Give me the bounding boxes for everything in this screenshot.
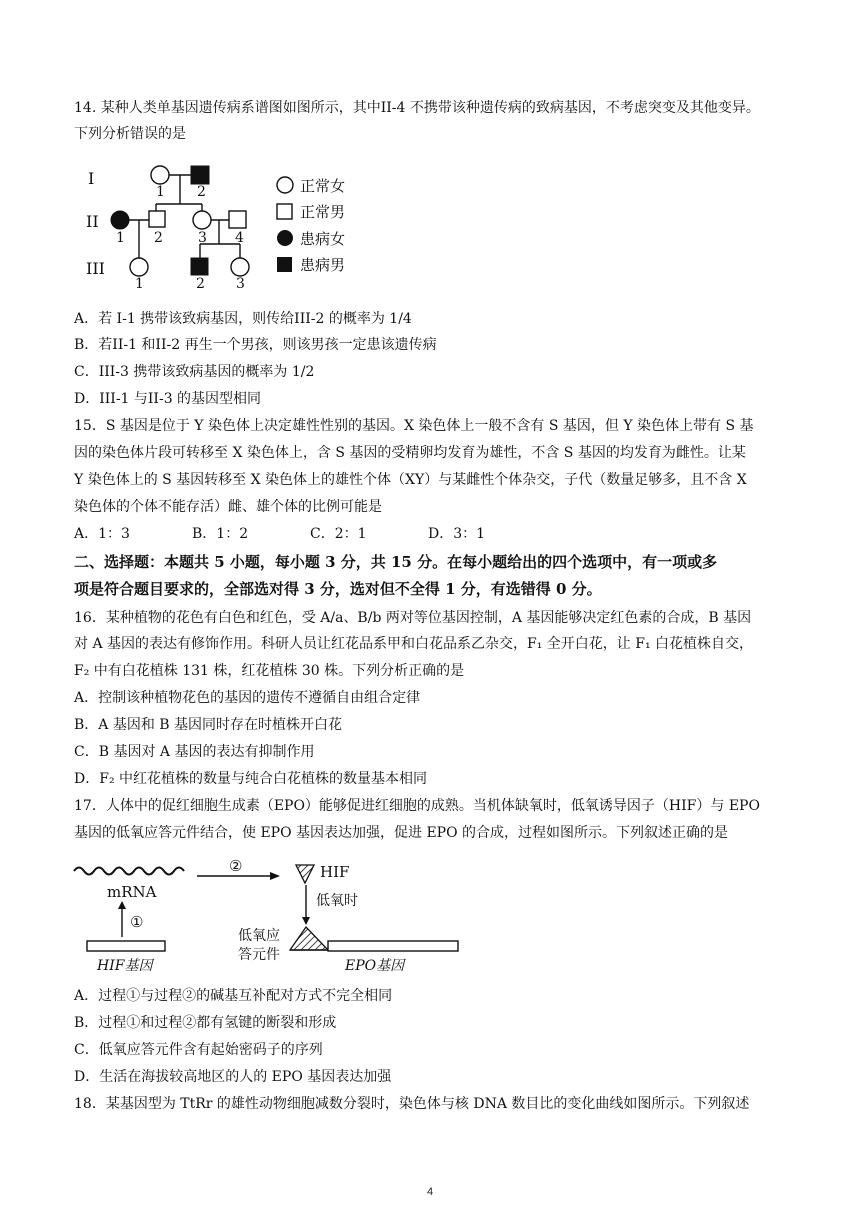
svg-text:4: 4 <box>235 230 244 246</box>
pedigree-II1-affected-female <box>111 211 129 229</box>
hypoxia-label: 低氧时 <box>316 893 358 909</box>
pedigree-I2-affected-male <box>191 166 209 184</box>
q18-stem-line-1: 18．某基因型为 TtRr 的雄性动物细胞减数分裂时，染色体与核 DNA 数目比的变化曲线如图所示。下列叙述 <box>74 1096 750 1112</box>
pedigree-II2-normal-male <box>149 211 165 227</box>
q14-option-c: C．III-3 携带该致病基因的概率为 1/2 <box>74 364 315 380</box>
legend-affected-male-icon <box>277 257 292 272</box>
hif-gene-label: HIF基因 <box>97 958 153 974</box>
q14-option-a: A．若 I-1 携带该致病基因，则传给III-2 的概率为 1/4 <box>74 311 412 327</box>
q15-option-b: B．1：2 <box>192 526 249 542</box>
hre-element <box>290 927 328 950</box>
pedigree-chart <box>80 160 380 300</box>
page-number: 4 <box>426 1186 434 1198</box>
svg-text:1: 1 <box>135 276 144 292</box>
pedigree-III3-normal-female <box>231 258 249 276</box>
svg-text:1: 1 <box>156 184 165 200</box>
q16-stem-line-2: 对 A 基因的表达有修饰作用。科研人员让红花品系甲和白花品系乙杂交，F₁ 全开白花，让 F₁ 白花植株自交， <box>74 636 754 652</box>
svg-text:2: 2 <box>196 276 205 292</box>
legend-normal-female-icon <box>277 177 293 193</box>
hre-label-line-1: 低氧应 <box>238 928 280 944</box>
legend-affected-female-icon <box>277 230 293 246</box>
svg-text:3: 3 <box>236 276 245 292</box>
pedigree-I1-normal-female <box>151 166 169 184</box>
q16-option-b: B．A 基因和 B 基因同时存在时植株开白花 <box>74 717 343 733</box>
pedigree-gen-I: I <box>88 169 95 188</box>
pedigree-II4-normal-male <box>229 211 246 228</box>
pedigree-III2-affected-male <box>191 258 208 275</box>
hre-label-line-2: 答元件 <box>238 947 280 963</box>
q15-option-a: A．1：3 <box>74 526 130 542</box>
pedigree-gen-II: II <box>86 212 99 231</box>
mrna-wave <box>74 868 184 875</box>
epo-gene-label: EPO基因 <box>345 958 405 974</box>
q16-option-d: D．F₂ 中红花植株的数量与纯合白花植株的数量基本相同 <box>74 771 427 787</box>
legend-normal-male: 正常男 <box>300 203 346 221</box>
svg-text:2: 2 <box>197 184 206 200</box>
legend-normal-female: 正常女 <box>300 177 346 195</box>
q17-stem-line-1: 17．人体中的促红细胞生成素（EPO）能够促进红细胞的成熟。当机体缺氧时，低氧诱导因子（HIF）与 EPO <box>74 798 760 814</box>
hif-gene-bar <box>87 941 165 951</box>
hif-label: HIF <box>320 863 350 881</box>
q15-option-d: D．3：1 <box>428 526 486 542</box>
epo-gene-bar <box>328 941 458 951</box>
legend-normal-male-icon <box>277 204 292 219</box>
q17-option-d: D．生活在海拔较高地区的人的 EPO 基因表达加强 <box>74 1069 392 1085</box>
q17-option-c: C．低氧应答元件含有起始密码子的序列 <box>74 1042 323 1058</box>
q14-option-b: B．若II-1 和II-2 再生一个男孩，则该男孩一定患该遗传病 <box>74 337 437 353</box>
q15-options <box>74 524 546 544</box>
q17-stem-line-2: 基因的低氧应答元件结合，使 EPO 基因表达加强，促进 EPO 的合成，过程如图所示。下列叙述正确的是 <box>74 825 729 841</box>
q15-stem-line-4: 染色体的个体不能存活）雌、雄个体的比例可能是 <box>74 499 382 515</box>
section-2-heading-line-1: 二、选择题：本题共 5 小题，每小题 3 分，共 15 分。在每小题给出的四个选项中，有一项或多 <box>74 553 718 571</box>
q15-stem-line-3: Y 染色体上的 S 基因转移至 X 染色体上的雄性个体（XY）与某雌性个体杂交，子代（数量足够多，且不含 X <box>74 472 747 488</box>
q16-stem-line-1: 16．某种植物的花色有白色和红色，受 A/a、B/b 两对等位基因控制，A 基因能够决定红色素的合成，B 基因 <box>74 610 752 626</box>
step-1-label: ① <box>130 913 144 931</box>
legend-affected-female: 患病女 <box>300 230 346 248</box>
q14-stem-line-2: 下列分析错误的是 <box>74 126 186 142</box>
q16-stem-line-3: F₂ 中有白花植株 131 株，红花植株 30 株。下列分析正确的是 <box>74 663 465 679</box>
q15-stem-line-1: 15．S 基因是位于 Y 染色体上决定雄性性别的基因。X 染色体上一般不含有 S 基因，但 Y 染色体上带有 S 基 <box>74 418 754 434</box>
epo-expression-diagram <box>70 855 470 980</box>
q17-option-a: A．过程①与过程②的碱基互补配对方式不完全相同 <box>74 988 393 1004</box>
q15-stem-line-2: 因的染色体片段可转移至 X 染色体上，含 S 基因的受精卵均发育为雄性，不含 S 基因的均发育为雌性。让某 <box>74 445 746 461</box>
svg-text:2: 2 <box>154 230 163 246</box>
pedigree-gen-III: III <box>86 259 105 278</box>
section-2-heading-line-2: 项是符合题目要求的，全部选对得 3 分，选对但不全得 1 分，有选错得 0 分。 <box>74 580 602 598</box>
q14-option-d: D．III-1 与II-3 的基因型相同 <box>74 391 262 407</box>
hif-protein-icon <box>296 865 314 883</box>
svg-text:1: 1 <box>116 230 125 246</box>
svg-text:3: 3 <box>198 230 207 246</box>
q16-option-a: A．控制该种植物花色的基因的遗传不遵循自由组合定律 <box>74 690 421 706</box>
pedigree-III1-normal-female <box>130 258 148 276</box>
mrna-label: mRNA <box>107 883 157 901</box>
step-2-label: ② <box>229 857 243 875</box>
legend-affected-male: 患病男 <box>300 256 346 274</box>
q14-stem-line-1: 14. 某种人类单基因遗传病系谱图如图所示，其中II-4 不携带该种遗传病的致病基因，不考虑突变及其他变异。 <box>74 100 760 116</box>
q17-option-b: B．过程①和过程②都有氢键的断裂和形成 <box>74 1015 337 1031</box>
pedigree-II3-normal-female <box>193 211 211 229</box>
q15-option-c: C．2：1 <box>310 526 367 542</box>
q16-option-c: C．B 基因对 A 基因的表达有抑制作用 <box>74 744 315 760</box>
